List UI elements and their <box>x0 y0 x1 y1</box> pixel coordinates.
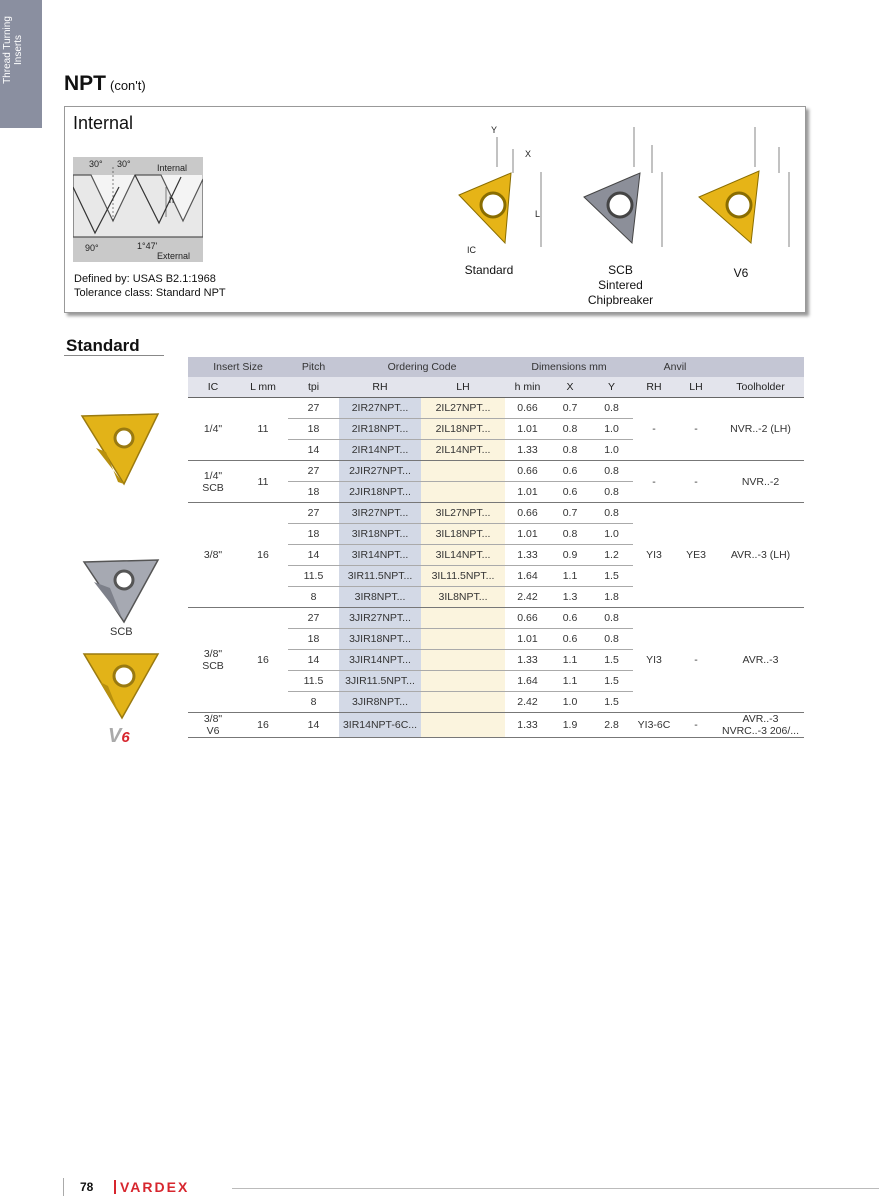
cell-lh-code <box>421 608 505 629</box>
cell-y: 1.0 <box>590 440 633 461</box>
cell-x: 0.8 <box>550 524 590 545</box>
cell-lh-code: 3IL11.5NPT... <box>421 566 505 587</box>
cell-x: 1.1 <box>550 566 590 587</box>
cell-lh-code: 3IL18NPT... <box>421 524 505 545</box>
cell-tpi: 14 <box>288 650 339 671</box>
cell-rh-code: 2JIR18NPT... <box>339 482 421 503</box>
toolholder-line: NVR..-2 <box>741 475 780 488</box>
table-row <box>188 713 804 738</box>
cell-tpi: 27 <box>288 398 339 419</box>
cell-rh-code: 2IR18NPT... <box>339 419 421 440</box>
cell-x: 1.9 <box>550 713 590 738</box>
col-header-anvil-rh: RH <box>633 377 675 398</box>
cell-tpi: 18 <box>288 482 339 503</box>
cell-tpi: 27 <box>288 461 339 482</box>
side-tab-label: Thread Turning Inserts <box>2 16 24 84</box>
cell-lh-code: 3IL27NPT... <box>421 503 505 524</box>
dim-l-label: L <box>535 209 541 219</box>
cell-lh-code: 2IL27NPT... <box>421 398 505 419</box>
cell-toolholder <box>717 713 804 738</box>
section-divider <box>64 355 164 356</box>
npt-internal-standard-table <box>188 357 804 738</box>
cell-rh-code: 3IR11.5NPT... <box>339 566 421 587</box>
cell-hmin: 1.33 <box>505 650 550 671</box>
col-header-x: X <box>550 377 590 398</box>
cell-hmin: 1.33 <box>505 440 550 461</box>
col-header-lh: LH <box>421 377 505 398</box>
cell-anvil-rh: YI3-6C <box>633 713 675 738</box>
cell-y: 1.0 <box>590 524 633 545</box>
cell-rh-code: 3IR27NPT... <box>339 503 421 524</box>
cell-y: 1.5 <box>590 566 633 587</box>
col-header-toolholder: Toolholder <box>717 377 804 398</box>
table-body <box>188 398 804 738</box>
ic-line: 3/8" <box>203 549 223 561</box>
cell-rh-code: 3JIR14NPT... <box>339 650 421 671</box>
cell-l: 16 <box>238 713 288 738</box>
cell-rh-code: 3JIR8NPT... <box>339 692 421 713</box>
cell-lh-code: 3IL8NPT... <box>421 587 505 608</box>
page-number: 78 <box>80 1180 94 1194</box>
ic-line: SCB <box>202 660 224 672</box>
toolholder-line: AVR..-3 (LH) <box>730 549 791 561</box>
diagram-label-30a: 30° <box>89 159 103 169</box>
cell-y: 1.5 <box>590 692 633 713</box>
cell-rh-code: 3IR14NPT-6C... <box>339 713 421 738</box>
cell-y: 0.8 <box>590 482 633 503</box>
cell-rh-code: 3JIR18NPT... <box>339 629 421 650</box>
cell-hmin: 1.33 <box>505 545 550 566</box>
v6-insert-image <box>80 646 162 722</box>
diagram-label-taper: 1°47' <box>137 241 158 251</box>
diagram-label-90: 90° <box>85 243 99 253</box>
figure-label-v6: V6 <box>733 266 749 280</box>
cell-tpi: 14 <box>288 440 339 461</box>
standard-definition <box>74 272 226 300</box>
col-header-tpi: tpi <box>288 377 339 398</box>
group-header-pitch: Pitch <box>288 357 339 377</box>
page-title-suffix: (con't) <box>110 78 146 93</box>
group-header-blank <box>717 357 804 377</box>
internal-panel <box>64 106 806 313</box>
col-header-anvil-lh: LH <box>675 377 717 398</box>
cell-lh-code <box>421 629 505 650</box>
cell-tpi: 11.5 <box>288 671 339 692</box>
cell-hmin: 2.42 <box>505 587 550 608</box>
cell-y: 0.8 <box>590 503 633 524</box>
cell-y: 2.8 <box>590 713 633 738</box>
cell-lh-code <box>421 461 505 482</box>
cell-l: 16 <box>238 608 288 713</box>
cell-tpi: 8 <box>288 692 339 713</box>
cell-x: 1.0 <box>550 692 590 713</box>
cell-x: 0.8 <box>550 419 590 440</box>
cell-rh-code: 2IR14NPT... <box>339 440 421 461</box>
ic-line: 3/8" <box>203 648 223 660</box>
cell-y: 1.5 <box>590 650 633 671</box>
table-row <box>188 608 804 629</box>
cell-y: 0.8 <box>590 629 633 650</box>
cell-hmin: 1.33 <box>505 713 550 738</box>
cell-hmin: 1.01 <box>505 482 550 503</box>
brand-mark <box>114 1180 116 1194</box>
cell-anvil-rh: YI3 <box>633 503 675 608</box>
brand-logo: VARDEX <box>120 1179 190 1195</box>
side-tab <box>0 0 42 128</box>
group-header-row <box>188 357 804 377</box>
cell-hmin: 1.64 <box>505 671 550 692</box>
cell-x: 0.6 <box>550 629 590 650</box>
cell-toolholder <box>717 608 804 713</box>
cell-ic <box>188 398 238 461</box>
standard-section-title: Standard <box>66 336 140 355</box>
figure-label-standard: Standard <box>464 263 514 277</box>
ic-line: SCB <box>202 481 224 494</box>
cell-l: 16 <box>238 503 288 608</box>
col-header-y: Y <box>590 377 633 398</box>
cell-y: 1.2 <box>590 545 633 566</box>
cell-y: 1.5 <box>590 671 633 692</box>
toolholder-line: AVR..-3 <box>742 654 779 666</box>
cell-lh-code: 2IL18NPT... <box>421 419 505 440</box>
cell-tpi: 14 <box>288 545 339 566</box>
cell-ic <box>188 503 238 608</box>
figure-label-scb: SCB Sintered Chipbreaker <box>587 263 654 307</box>
scb-image-label: SCB <box>110 626 133 638</box>
cell-lh-code <box>421 650 505 671</box>
footer-separator <box>63 1178 64 1196</box>
cell-x: 0.6 <box>550 461 590 482</box>
cell-hmin: 0.66 <box>505 608 550 629</box>
footer-rule <box>232 1188 879 1189</box>
cell-tpi: 11.5 <box>288 566 339 587</box>
group-header-insert-size: Insert Size <box>188 357 288 377</box>
cell-lh-code <box>421 671 505 692</box>
cell-l: 11 <box>238 398 288 461</box>
cell-y: 1.0 <box>590 419 633 440</box>
cell-l: 11 <box>238 461 288 503</box>
ic-line: 1/4" <box>203 469 223 482</box>
col-header-l: L mm <box>238 377 288 398</box>
cell-x: 0.7 <box>550 503 590 524</box>
diagram-label-external: External <box>157 251 191 261</box>
cell-rh-code: 3IR14NPT... <box>339 545 421 566</box>
group-header-dimensions: Dimensions mm <box>505 357 633 377</box>
cell-x: 1.1 <box>550 650 590 671</box>
standard-insert-figure <box>439 117 549 257</box>
cell-rh-code: 2JIR27NPT... <box>339 461 421 482</box>
cell-hmin: 1.64 <box>505 566 550 587</box>
toolholder-line: NVR..-2 (LH) <box>730 423 791 435</box>
cell-rh-code: 3JIR11.5NPT... <box>339 671 421 692</box>
v6-logo: V6 <box>108 725 130 747</box>
cell-x: 0.6 <box>550 482 590 503</box>
cell-toolholder <box>717 461 804 503</box>
column-header-row <box>188 377 804 398</box>
page-title <box>64 72 146 96</box>
cell-ic <box>188 713 238 738</box>
internal-heading: Internal <box>73 113 134 133</box>
cell-hmin: 0.66 <box>505 461 550 482</box>
defined-by-text: Defined by: USAS B2.1:1968 <box>74 273 216 285</box>
cell-tpi: 18 <box>288 419 339 440</box>
cell-lh-code: 2IL14NPT... <box>421 440 505 461</box>
cell-toolholder <box>717 398 804 461</box>
standard-insert-image <box>78 408 162 488</box>
cell-anvil-lh: - <box>675 398 717 461</box>
cell-x: 1.3 <box>550 587 590 608</box>
group-header-anvil: Anvil <box>633 357 717 377</box>
cell-anvil-lh: - <box>675 608 717 713</box>
scb-insert-image <box>80 552 162 626</box>
diagram-label-internal: Internal <box>157 163 188 173</box>
cell-anvil-lh: - <box>675 713 717 738</box>
cell-rh-code: 3JIR27NPT... <box>339 608 421 629</box>
cell-x: 1.1 <box>550 671 590 692</box>
cell-anvil-lh: - <box>675 461 717 503</box>
cell-tpi: 27 <box>288 608 339 629</box>
cell-y: 0.8 <box>590 398 633 419</box>
cell-lh-code <box>421 692 505 713</box>
cell-tpi: 18 <box>288 524 339 545</box>
cell-anvil-lh: YE3 <box>675 503 717 608</box>
cell-ic <box>188 461 238 503</box>
cell-lh-code <box>421 482 505 503</box>
cell-tpi: 18 <box>288 629 339 650</box>
tolerance-text: Tolerance class: Standard NPT <box>74 287 226 299</box>
cell-hmin: 0.66 <box>505 398 550 419</box>
cell-hmin: 1.01 <box>505 524 550 545</box>
cell-anvil-rh: - <box>633 398 675 461</box>
scb-insert-figure <box>570 117 680 257</box>
cell-tpi: 14 <box>288 713 339 738</box>
cell-toolholder <box>717 503 804 608</box>
cell-x: 0.8 <box>550 440 590 461</box>
diagram-label-h: h <box>169 195 175 205</box>
ic-line: 3/8" <box>203 713 223 725</box>
cell-hmin: 0.66 <box>505 503 550 524</box>
dim-y-label: Y <box>491 125 498 135</box>
thread-profile-diagram <box>73 157 203 262</box>
page-title-main: NPT <box>64 72 106 95</box>
table-row <box>188 398 804 419</box>
cell-x: 0.7 <box>550 398 590 419</box>
cell-rh-code: 3IR8NPT... <box>339 587 421 608</box>
toolholder-line: NVRC..-3 206/... <box>721 725 800 737</box>
cell-lh-code <box>421 713 505 738</box>
cell-tpi: 27 <box>288 503 339 524</box>
cell-hmin: 1.01 <box>505 629 550 650</box>
diagram-label-30b: 30° <box>117 159 131 169</box>
dim-ic-label: IC <box>467 245 476 255</box>
col-header-ic: IC <box>188 377 238 398</box>
cell-anvil-rh: YI3 <box>633 608 675 713</box>
cell-anvil-rh: - <box>633 461 675 503</box>
cell-ic <box>188 608 238 713</box>
group-header-ordering-code: Ordering Code <box>339 357 505 377</box>
cell-hmin: 1.01 <box>505 419 550 440</box>
toolholder-line: AVR..-3 <box>742 713 779 725</box>
col-header-hmin: h min <box>505 377 550 398</box>
cell-rh-code: 2IR27NPT... <box>339 398 421 419</box>
cell-y: 1.8 <box>590 587 633 608</box>
cell-y: 0.8 <box>590 608 633 629</box>
ic-line: V6 <box>206 725 220 737</box>
table-row <box>188 461 804 482</box>
cell-y: 0.8 <box>590 461 633 482</box>
ic-line: 1/4" <box>203 423 223 435</box>
cell-x: 0.9 <box>550 545 590 566</box>
cell-tpi: 8 <box>288 587 339 608</box>
dim-x-label: X <box>525 149 532 159</box>
cell-lh-code: 3IL14NPT... <box>421 545 505 566</box>
col-header-rh: RH <box>339 377 421 398</box>
v6-insert-figure <box>685 117 795 257</box>
cell-hmin: 2.42 <box>505 692 550 713</box>
cell-rh-code: 3IR18NPT... <box>339 524 421 545</box>
table-row <box>188 503 804 524</box>
cell-x: 0.6 <box>550 608 590 629</box>
